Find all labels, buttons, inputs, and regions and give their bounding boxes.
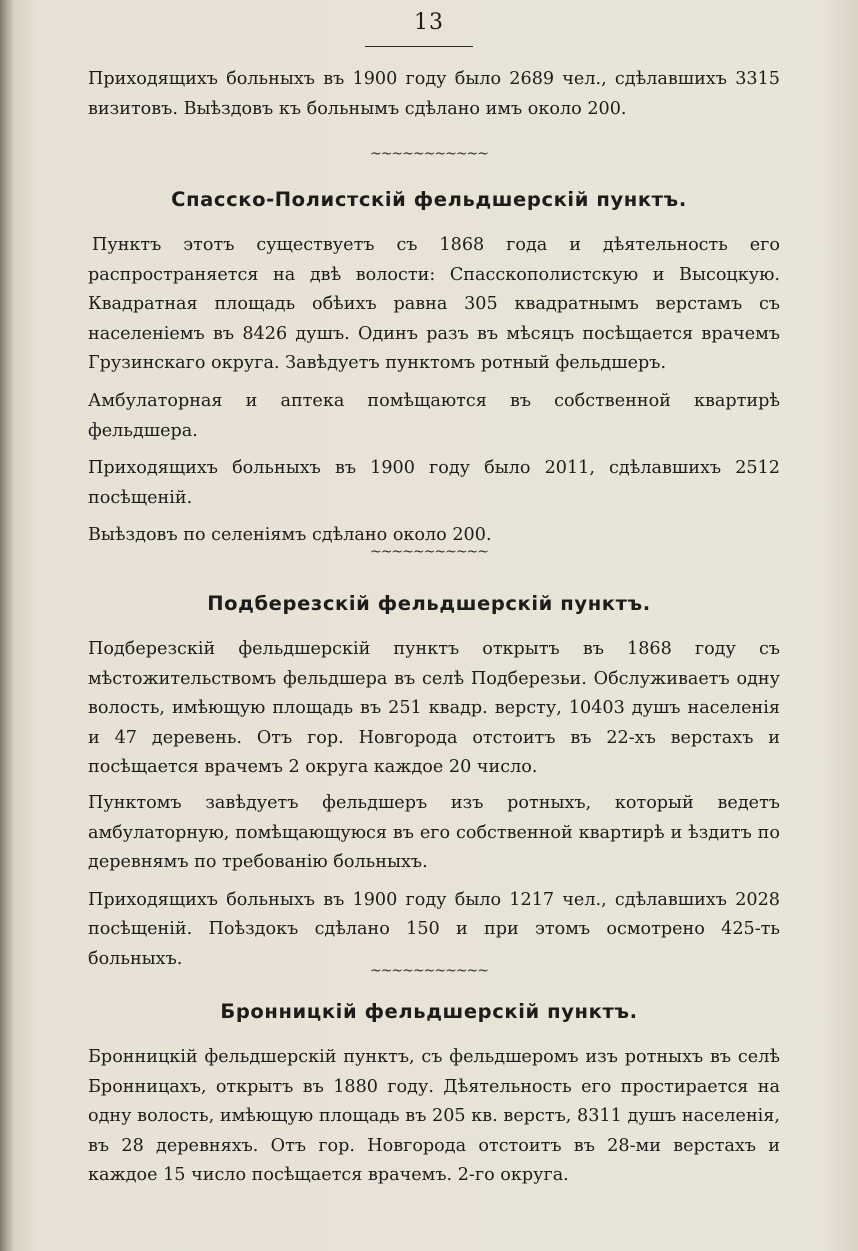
paragraph: Амбулаторная и аптека помѣщаются въ собственной квартирѣ фельдшера. <box>88 390 780 441</box>
section-body-bronnitsy <box>88 1043 780 1191</box>
intro-block <box>88 65 780 124</box>
paragraph: Приходящихъ больныхъ въ 1900 году было 2011, сдѣлавшихъ 2512 посѣщеній. <box>88 458 780 508</box>
section-heading-podberezye: Подберезскій фельдшерскій пунктъ. <box>207 592 651 615</box>
section-body-podberezye <box>88 635 780 975</box>
paragraph: Пунктъ этотъ существуетъ съ 1868 года и дѣятельность его распространяется на двѣ волости: Спасскополистскую и Высоцкую. Квадратная площадь обѣихъ равна 305 квадратнымъ верстамъ съ населеніемъ въ 8426 душъ. Одинъ разъ въ мѣсяцъ посѣщается врачемъ Грузинскаго округа. Завѣдуетъ пунктомъ ротный фельдшеръ. <box>88 235 780 374</box>
section-body-spasso-polist <box>88 231 780 551</box>
paragraph: Пунктомъ завѣдуетъ фельдшеръ изъ ротныхъ, который ведетъ амбулаторную, помѣщающуюся въ его собственной квартирѣ и ѣздитъ по деревнямъ по требованію больныхъ. <box>88 792 780 873</box>
paragraph: Подберезскій фельдшерскій пунктъ открытъ въ 1868 году съ мѣстожительствомъ фельдшера въ селѣ Подберезьи. Обслуживаетъ одну волость, имѣющую площадь въ 251 квадр. версту, 10403 душъ населенія и 47 деревень. Отъ гор. Новгорода отстоитъ въ 22-хъ верстахъ и посѣщается врачемъ 2 округа каждое 20 число. <box>88 639 780 778</box>
header-rule <box>365 46 473 47</box>
section-heading-bronnitsy: Бронницкій фельдшерскій пунктъ. <box>220 1000 638 1023</box>
section-divider: ~~~~~~~~~~~ <box>369 544 489 560</box>
section-heading-spasso-polist: Спасско-Полистскій фельдшерскій пунктъ. <box>171 188 687 211</box>
paragraph: Выѣздовъ по селеніямъ сдѣлано около 200. <box>88 525 492 546</box>
section-divider: ~~~~~~~~~~~ <box>369 146 489 162</box>
section-divider: ~~~~~~~~~~~ <box>369 963 489 979</box>
page-number: 13 <box>414 10 444 35</box>
paragraph: Бронницкій фельдшерскій пунктъ, съ фельдшеромъ изъ ротныхъ въ селѣ Бронницахъ, открытъ въ 1880 году. Дѣятельность его простирается на одну волость, имѣющую площадь въ 205 кв. верстъ, 8311 душъ населенія, въ 28 деревняхъ. Отъ гор. Новгорода отстоитъ въ 28-ми верстахъ и каждое 15 число посѣщается врачемъ. 2-го округа. <box>88 1047 780 1186</box>
intro-paragraph: Приходящихъ больныхъ въ 1900 году было 2689 чел., сдѣлавшихъ 3315 визитовъ. Выѣздовъ къ больнымъ сдѣлано имъ около 200. <box>88 69 780 119</box>
paragraph: Приходящихъ больныхъ въ 1900 году было 1217 чел., сдѣлавшихъ 2028 посѣщеній. Поѣздокъ сдѣлано 150 и при этомъ осмотрено 425-ть больныхъ. <box>88 889 780 969</box>
